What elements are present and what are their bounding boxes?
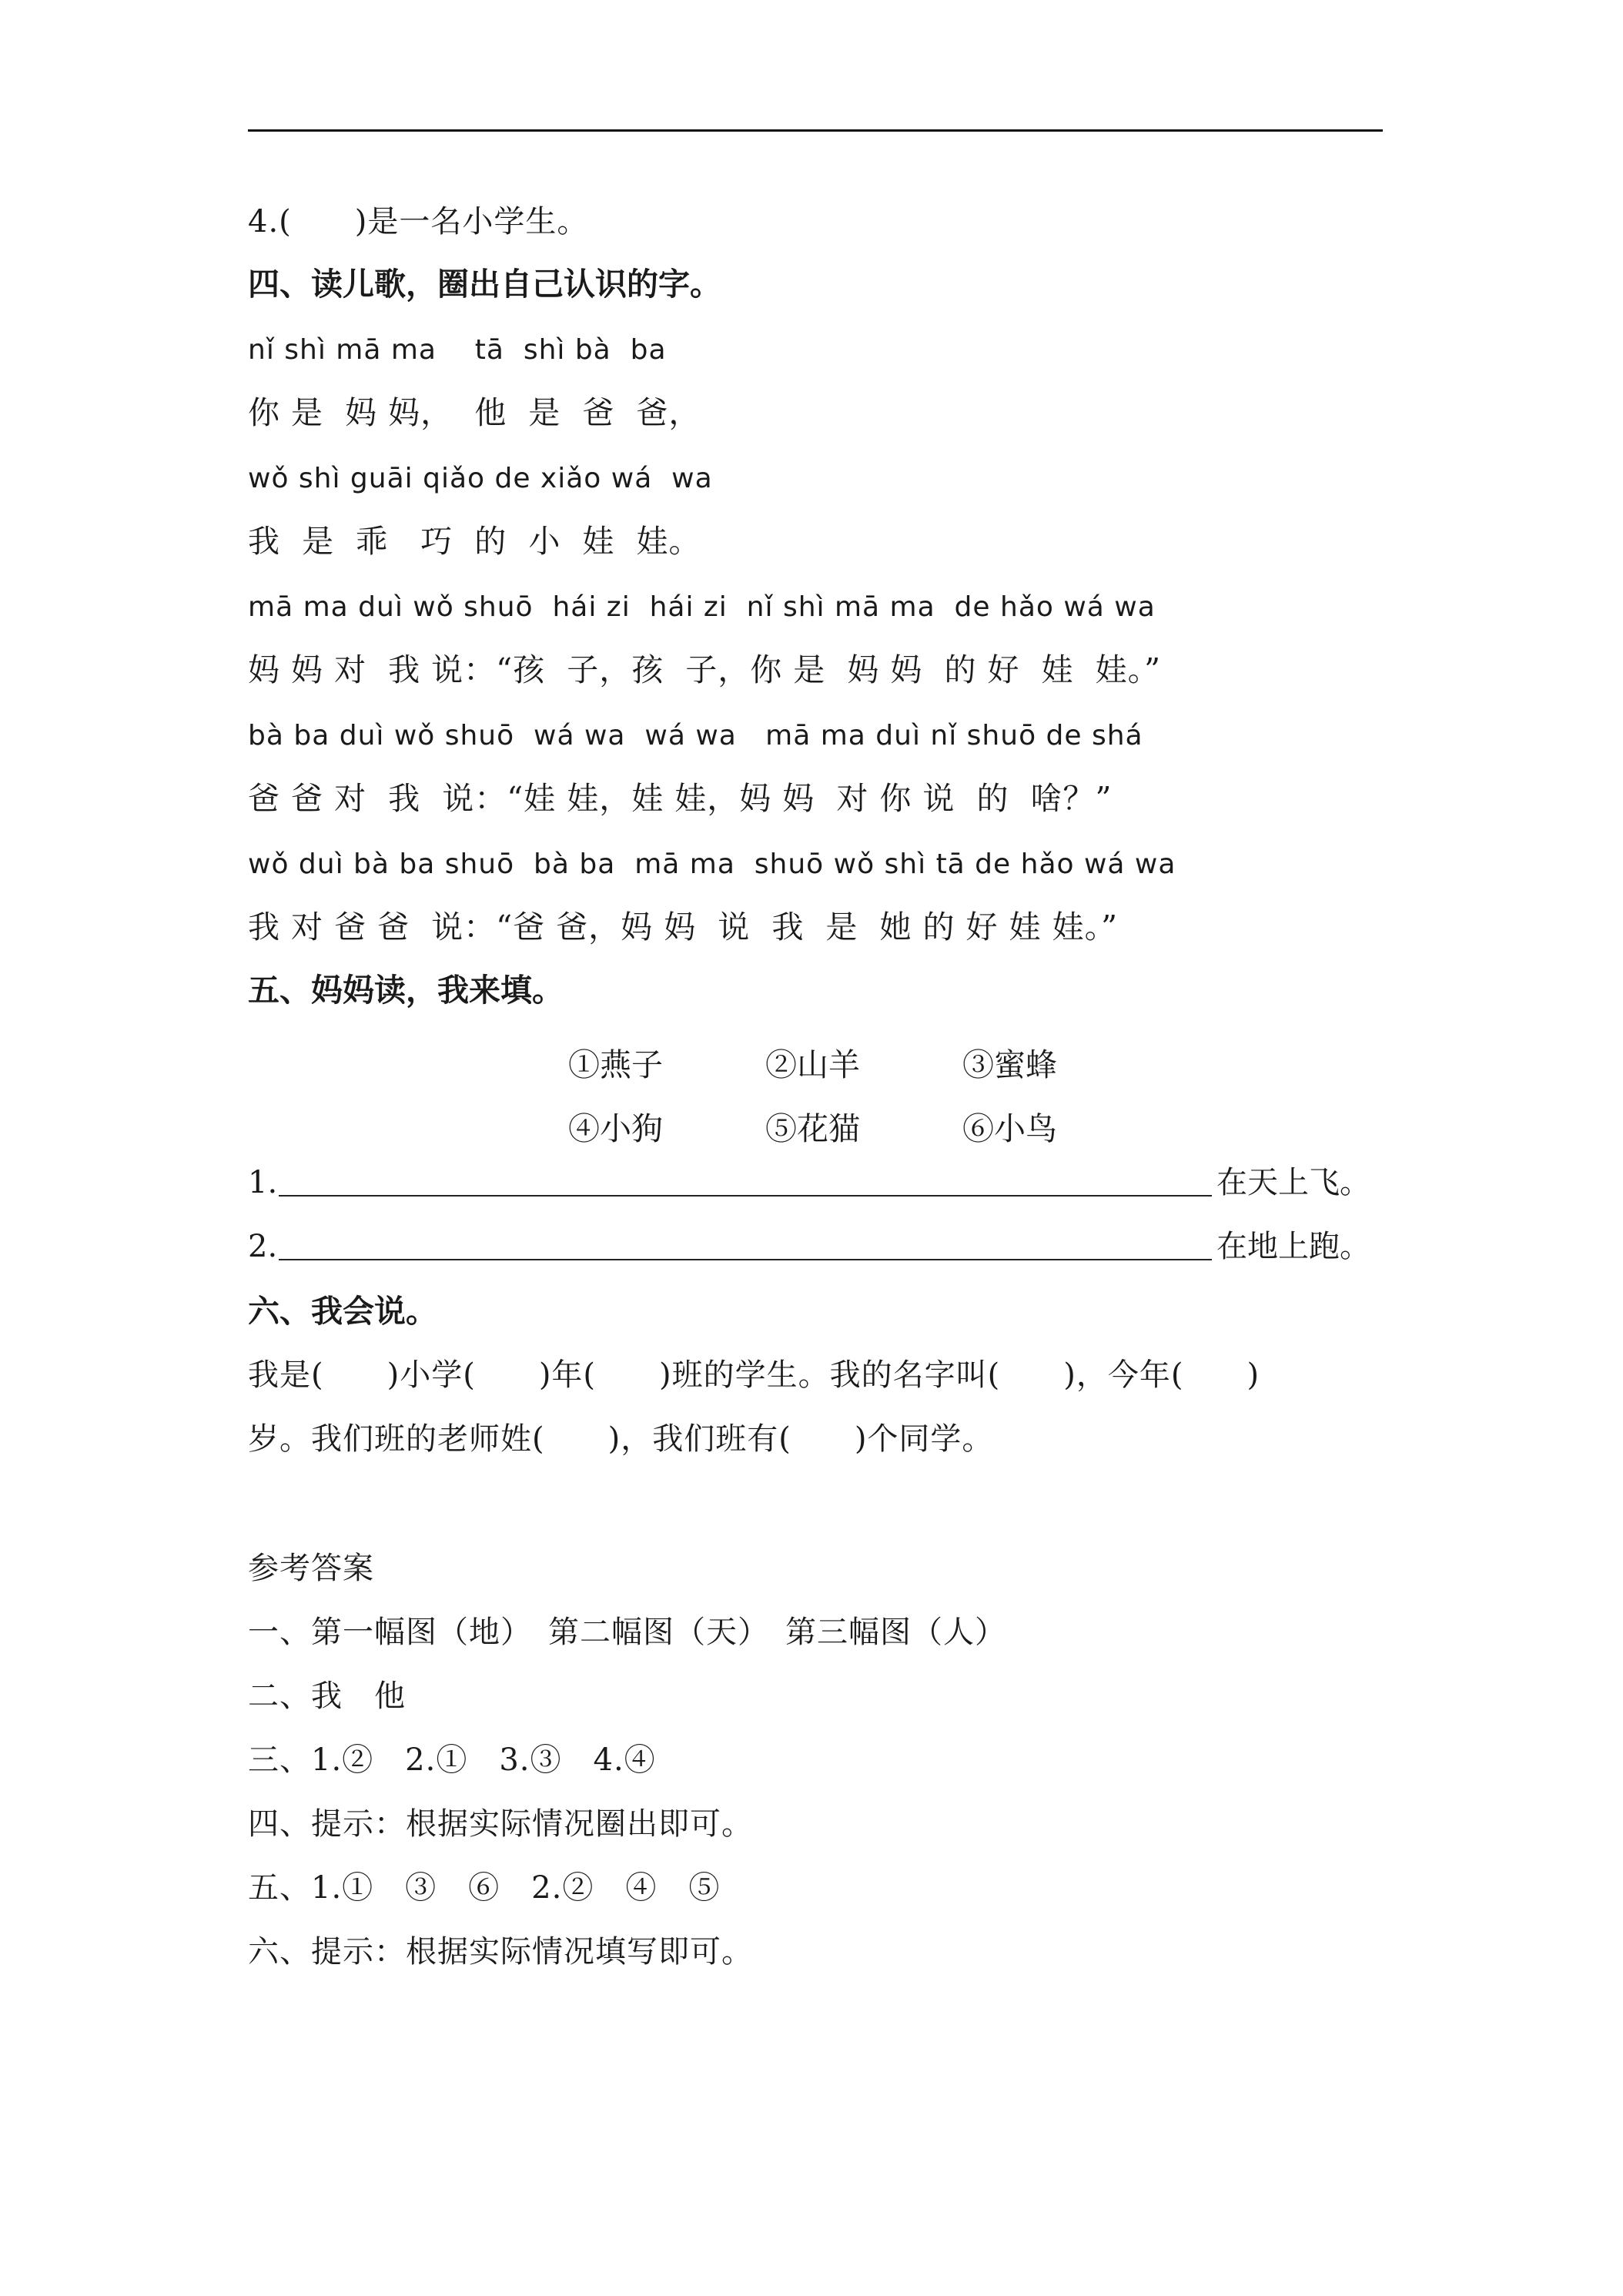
fill-line-1 [248, 1164, 1383, 1201]
answer-line-4: 四、提示：根据实际情况圈出即可。 [248, 1806, 753, 1842]
option-cat: ⑤花猫 [765, 1110, 860, 1147]
option-puppy: ④小狗 [568, 1110, 663, 1147]
option-bird: ⑥小鸟 [962, 1110, 1057, 1147]
hanzi-line-4: 爸 爸 对 我 说：“娃 娃，娃 娃，妈 妈 对 你 说 的 啥？” [248, 780, 1113, 817]
header-rule [248, 129, 1383, 132]
answer-line-3: 三、1.② 2.① 3.③ 4.④ [248, 1742, 656, 1778]
pinyin-line-5: wǒ duì bà ba shuō bà ba mā ma shuō wǒ shì tā de hǎo wá wa [248, 848, 1176, 880]
section-5-heading: 五、妈妈读，我来填。 [248, 972, 564, 1009]
hanzi-line-1: 你 是 妈 妈， 他 是 爸 爸， [248, 394, 701, 431]
answer-line-1: 一、第一幅图（地） 第二幅图（天） 第三幅图（人） [248, 1615, 1006, 1650]
option-row-2 [568, 1103, 1160, 1149]
section-4-heading: 四、读儿歌，圈出自己认识的字。 [248, 266, 721, 303]
option-row-1 [568, 1039, 1160, 1085]
hanzi-line-3: 妈 妈 对 我 说：“孩 子，孩 子，你 是 妈 妈 的 好 娃 娃。” [248, 651, 1162, 688]
pinyin-line-3: mā ma duì wǒ shuō hái zi hái zi nǐ shì mā ma de hǎo wá wa [248, 591, 1156, 623]
pinyin-line-2: wǒ shì guāi qiǎo de xiǎo wá wa [248, 463, 713, 494]
fill-blank-input[interactable] [279, 1259, 1212, 1260]
fill-suffix: 在天上飞。 [1216, 1165, 1370, 1200]
fill-number: 2. [248, 1229, 278, 1264]
section-6-heading: 六、我会说。 [248, 1293, 437, 1330]
answer-line-2: 二、我 他 [248, 1678, 406, 1714]
fill-line-2 [248, 1228, 1383, 1265]
section-6-line-2: 岁。我们班的老师姓( )，我们班有( )个同学。 [248, 1421, 994, 1457]
question-3-item-4: 4.( )是一名小学生。 [248, 204, 589, 239]
answer-line-6: 六、提示：根据实际情况填写即可。 [248, 1934, 753, 1970]
hanzi-line-2: 我 是 乖 巧 的 小 娃 娃。 [248, 523, 701, 560]
section-6-line-1: 我是( )小学( )年( )班的学生。我的名字叫( )，今年( ) [248, 1357, 1260, 1393]
option-goat: ②山羊 [765, 1046, 860, 1083]
fill-number: 1. [248, 1165, 278, 1200]
option-bee: ③蜜蜂 [962, 1046, 1057, 1083]
fill-suffix: 在地上跑。 [1216, 1229, 1370, 1264]
answers-title: 参考答案 [248, 1551, 374, 1586]
answer-line-5: 五、1.① ③ ⑥ 2.② ④ ⑤ [248, 1870, 721, 1906]
pinyin-line-4: bà ba duì wǒ shuō wá wa wá wa mā ma duì nǐ shuō de shá [248, 720, 1143, 751]
pinyin-line-1: nǐ shì mā ma tā shì bà ba [248, 334, 667, 366]
fill-blank-input[interactable] [279, 1195, 1212, 1197]
hanzi-line-5: 我 对 爸 爸 说：“爸 爸，妈 妈 说 我 是 她 的 好 娃 娃。” [248, 909, 1119, 946]
option-swallow: ①燕子 [568, 1046, 663, 1083]
